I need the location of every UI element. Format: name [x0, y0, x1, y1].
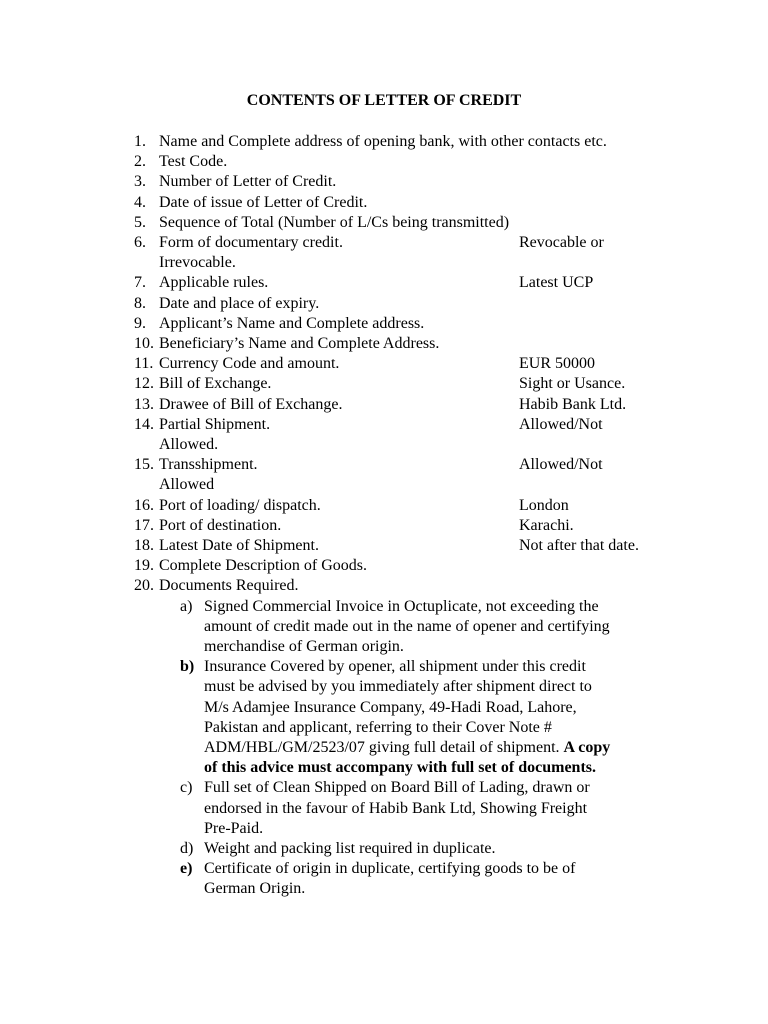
item-number: 18. [134, 537, 154, 554]
item-value: Allowed/Not [519, 415, 603, 433]
item-number: 7. [134, 274, 146, 292]
document-letter: d) [180, 840, 194, 857]
document-title: CONTENTS OF LETTER OF CREDIT [246, 92, 522, 109]
item-text: Test Code. [159, 153, 228, 171]
document-text-segment: Pre-Paid. [204, 819, 264, 837]
item-text: Transshipment. [159, 456, 258, 474]
document-text [204, 698, 577, 718]
item-number: 6. [134, 234, 146, 251]
item-text: Port of destination. [159, 516, 282, 534]
item-number: 11. [134, 355, 154, 373]
document-text [204, 819, 263, 839]
item-number: 8. [134, 294, 146, 312]
item-continuation-text: Allowed. [159, 436, 219, 453]
item-text: Complete Description of Goods. [159, 557, 367, 575]
item-value: Allowed/Not [519, 456, 603, 474]
item-text: Applicable rules. [159, 274, 269, 292]
item-continuation-text: Allowed [159, 476, 215, 494]
document-text-segment: Signed Commercial Invoice in Octuplicate, not exceeding the [204, 597, 599, 615]
document-letter: e) [180, 860, 193, 878]
item-number: 1. [134, 133, 146, 150]
document-letter: a) [180, 597, 193, 615]
item-text: Drawee of Bill of Exchange. [159, 395, 343, 413]
document-text-segment: Weight and packing list required in duplicate. [204, 840, 496, 857]
item-continuation-text: Irrevocable. [159, 254, 236, 272]
item-text: Beneficiary’s Name and Complete Address. [159, 335, 440, 352]
document-text [204, 617, 610, 637]
item-number: 15. [134, 456, 154, 474]
document-letter: b) [180, 658, 195, 676]
item-number: 10. [134, 335, 154, 352]
item-text: Date and place of expiry. [159, 294, 320, 312]
document-text-segment: German Origin. [204, 880, 306, 898]
document-text [204, 758, 596, 778]
document-text [204, 657, 586, 677]
item-text: Date of issue of Letter of Credit. [159, 193, 368, 211]
item-text: Name and Complete address of opening bank, with other contacts etc. [159, 133, 607, 150]
item-text: Latest Date of Shipment. [159, 537, 319, 554]
item-text: Documents Required. [159, 577, 299, 595]
item-number: 19. [134, 557, 154, 575]
document-bold-text: A copy [563, 739, 611, 756]
item-number: 16. [134, 496, 154, 514]
item-value: EUR 50000 [519, 355, 595, 373]
document-text-segment: Certificate of origin in duplicate, certifying goods to be of [204, 860, 576, 878]
document-text [204, 718, 552, 738]
item-number: 9. [134, 314, 146, 332]
item-value: Revocable or [519, 234, 604, 251]
item-number: 2. [134, 153, 146, 171]
item-number: 17. [134, 516, 154, 534]
document-text-segment: amount of credit made out in the name of opener and certifying [204, 617, 610, 635]
document-text-segment: must be advised by you immediately after shipment direct to [204, 678, 592, 696]
document-text [204, 859, 575, 879]
document-text [204, 597, 599, 617]
item-number: 12. [134, 375, 154, 393]
item-number: 13. [134, 395, 154, 413]
document-text-segment: Full set of Clean Shipped on Board Bill of Lading, drawn or [204, 779, 590, 797]
item-number: 20. [134, 577, 154, 595]
document-text [204, 637, 404, 657]
item-number: 5. [134, 213, 146, 231]
item-number: 4. [134, 193, 146, 211]
item-number: 14. [134, 415, 154, 433]
item-text: Partial Shipment. [159, 415, 271, 433]
item-text: Number of Letter of Credit. [159, 173, 337, 191]
item-value: Habib Bank Ltd. [519, 395, 627, 413]
document-bold-text: of this advice must accompany with full set of documents. [204, 759, 596, 777]
document-text-segment: endorsed in the favour of Habib Bank Ltd, Showing Freight [204, 799, 588, 817]
item-number: 3. [134, 173, 146, 191]
document-text-segment: merchandise of German origin. [204, 638, 404, 655]
document-text [204, 879, 305, 899]
item-value: Sight or Usance. [519, 375, 626, 393]
item-value: Karachi. [519, 516, 574, 534]
item-value: Not after that date. [519, 537, 639, 554]
document-text [204, 799, 587, 819]
item-text: Applicant’s Name and Complete address. [159, 314, 425, 332]
document-text [204, 778, 590, 798]
document-text-segment: Insurance Covered by opener, all shipment under this credit [204, 658, 586, 676]
document-text-segment: Pakistan and applicant, referring to their Cover Note # [204, 718, 552, 736]
item-text: Port of loading/ dispatch. [159, 496, 321, 514]
document-text [204, 738, 610, 758]
document-text-segment: M/s Adamjee Insurance Company, 49-Hadi Road, Lahore, [204, 698, 577, 716]
item-text: Form of documentary credit. [159, 234, 343, 251]
document-text-segment: ADM/HBL/GM/2523/07 giving full detail of shipment. [204, 739, 560, 756]
item-text: Bill of Exchange. [159, 375, 272, 393]
document-letter: c) [180, 779, 193, 797]
document-text [204, 839, 496, 859]
item-value: Latest UCP [519, 274, 594, 292]
item-text: Sequence of Total (Number of L/Cs being transmitted) [159, 213, 510, 231]
item-text: Currency Code and amount. [159, 355, 340, 373]
document-text [204, 677, 592, 697]
item-value: London [519, 496, 569, 514]
